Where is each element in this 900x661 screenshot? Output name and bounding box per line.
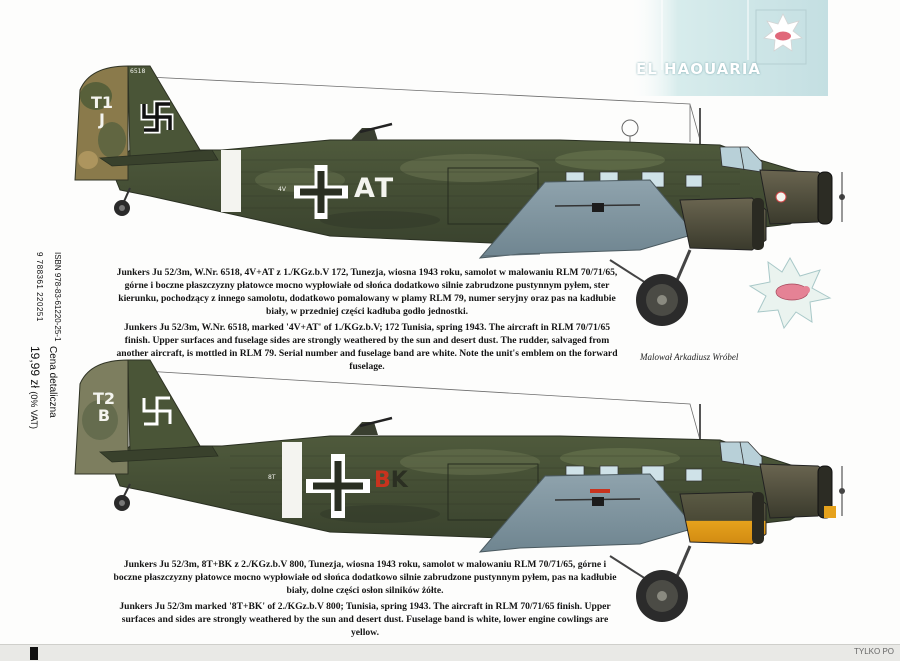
footer-text: TYLKO PO <box>853 647 894 656</box>
bottom-strip <box>0 644 900 661</box>
fuselage-letters-1: AT <box>354 173 396 204</box>
emblem-logo-text: EL HAOUARIA <box>636 60 762 78</box>
fuselage-letters-2 <box>374 468 408 494</box>
pig-emblem-1 <box>750 258 830 328</box>
artist-credit: Malował Arkadiusz Wróbel <box>640 352 739 362</box>
caption-1-english: Junkers Ju 52/3m, W.Nr. 6518, marked '4V+AT' of 1./KGz.b.V; 172 Tunisia, spring 1943. The aircraft in RLM 70/71/65 finish. Upper surfaces and fuselage sides are strongly weathered by the sun and desert dust. The rudder, salvaged from another aircraft, is mottled in RLM 79. Serial number and fuselage band are white. Note the unit's emblem on the forward fuselage. <box>116 322 618 372</box>
register-mark <box>30 647 38 660</box>
barcode-digits: 9 788361 220251 <box>35 252 44 322</box>
small-code-2: 8T <box>268 474 276 481</box>
caption-1-polish: Junkers Ju 52/3m, W.Nr. 6518, 4V+AT z 1./KGz.b.V 172, Tunezja, wiosna 1943 roku, samolot w malowaniu RLM 70/71/65, górne i boczne płaszczyzny płatowce mocno wypłowiałe od słońca dodatkowo silnie zabrudzone pustynnym pyłem, ster kierunku, pochodzący z innego samolotu, dodatkowo pomalowany w plamy RLM 79, numer seryjny oraz pas na kadłubie biały, w przedniej części kadłuba godło jednostki. <box>116 267 618 317</box>
tail-code-2: T2 B <box>92 389 116 425</box>
price-vat: (0% VAT) <box>29 391 39 430</box>
fuselage-letter-dark: K <box>390 468 408 493</box>
isbn-text: ISBN 978-83-61220-25-1 <box>53 252 62 342</box>
caption-2-polish: Junkers Ju 52/3m, 8T+BK z 2./KGz.b.V 800, Tunezja, wiosna 1943 roku, samolot w malowaniu RLM 70/71/65, górne i boczne płaszczyzny płatowce mocno wypłowiałe od słońca dodatkowo silnie zabrudzone pustynnym pyłem, pas na kadłubie biały, dolne części osłon silników żółte. <box>113 559 617 596</box>
small-code-1: 4V <box>278 186 286 193</box>
tail-code-1: T1 J <box>90 93 114 129</box>
fuselage-letter-red: B <box>374 468 391 493</box>
price-amount: 19,99 zł <box>28 346 42 389</box>
caption-aircraft-2 <box>110 558 620 642</box>
caption-2-english: Junkers Ju 52/3m marked '8T+BK' of 2./KGz.b.V 800; Tunisia, spring 1943. The aircraft in RLM 70/71/65 finish. Upper surfaces and sides are strongly weathered by the sun and desert dust. Fuselage band is white, lower engine cowlings are yellow. <box>119 601 611 638</box>
caption-aircraft-1 <box>112 266 622 376</box>
price-value <box>28 346 42 429</box>
price-label: Cena detaliczna <box>47 346 58 418</box>
unit-emblem-panel <box>628 0 828 96</box>
serial-number-1: 6518 <box>130 68 146 75</box>
